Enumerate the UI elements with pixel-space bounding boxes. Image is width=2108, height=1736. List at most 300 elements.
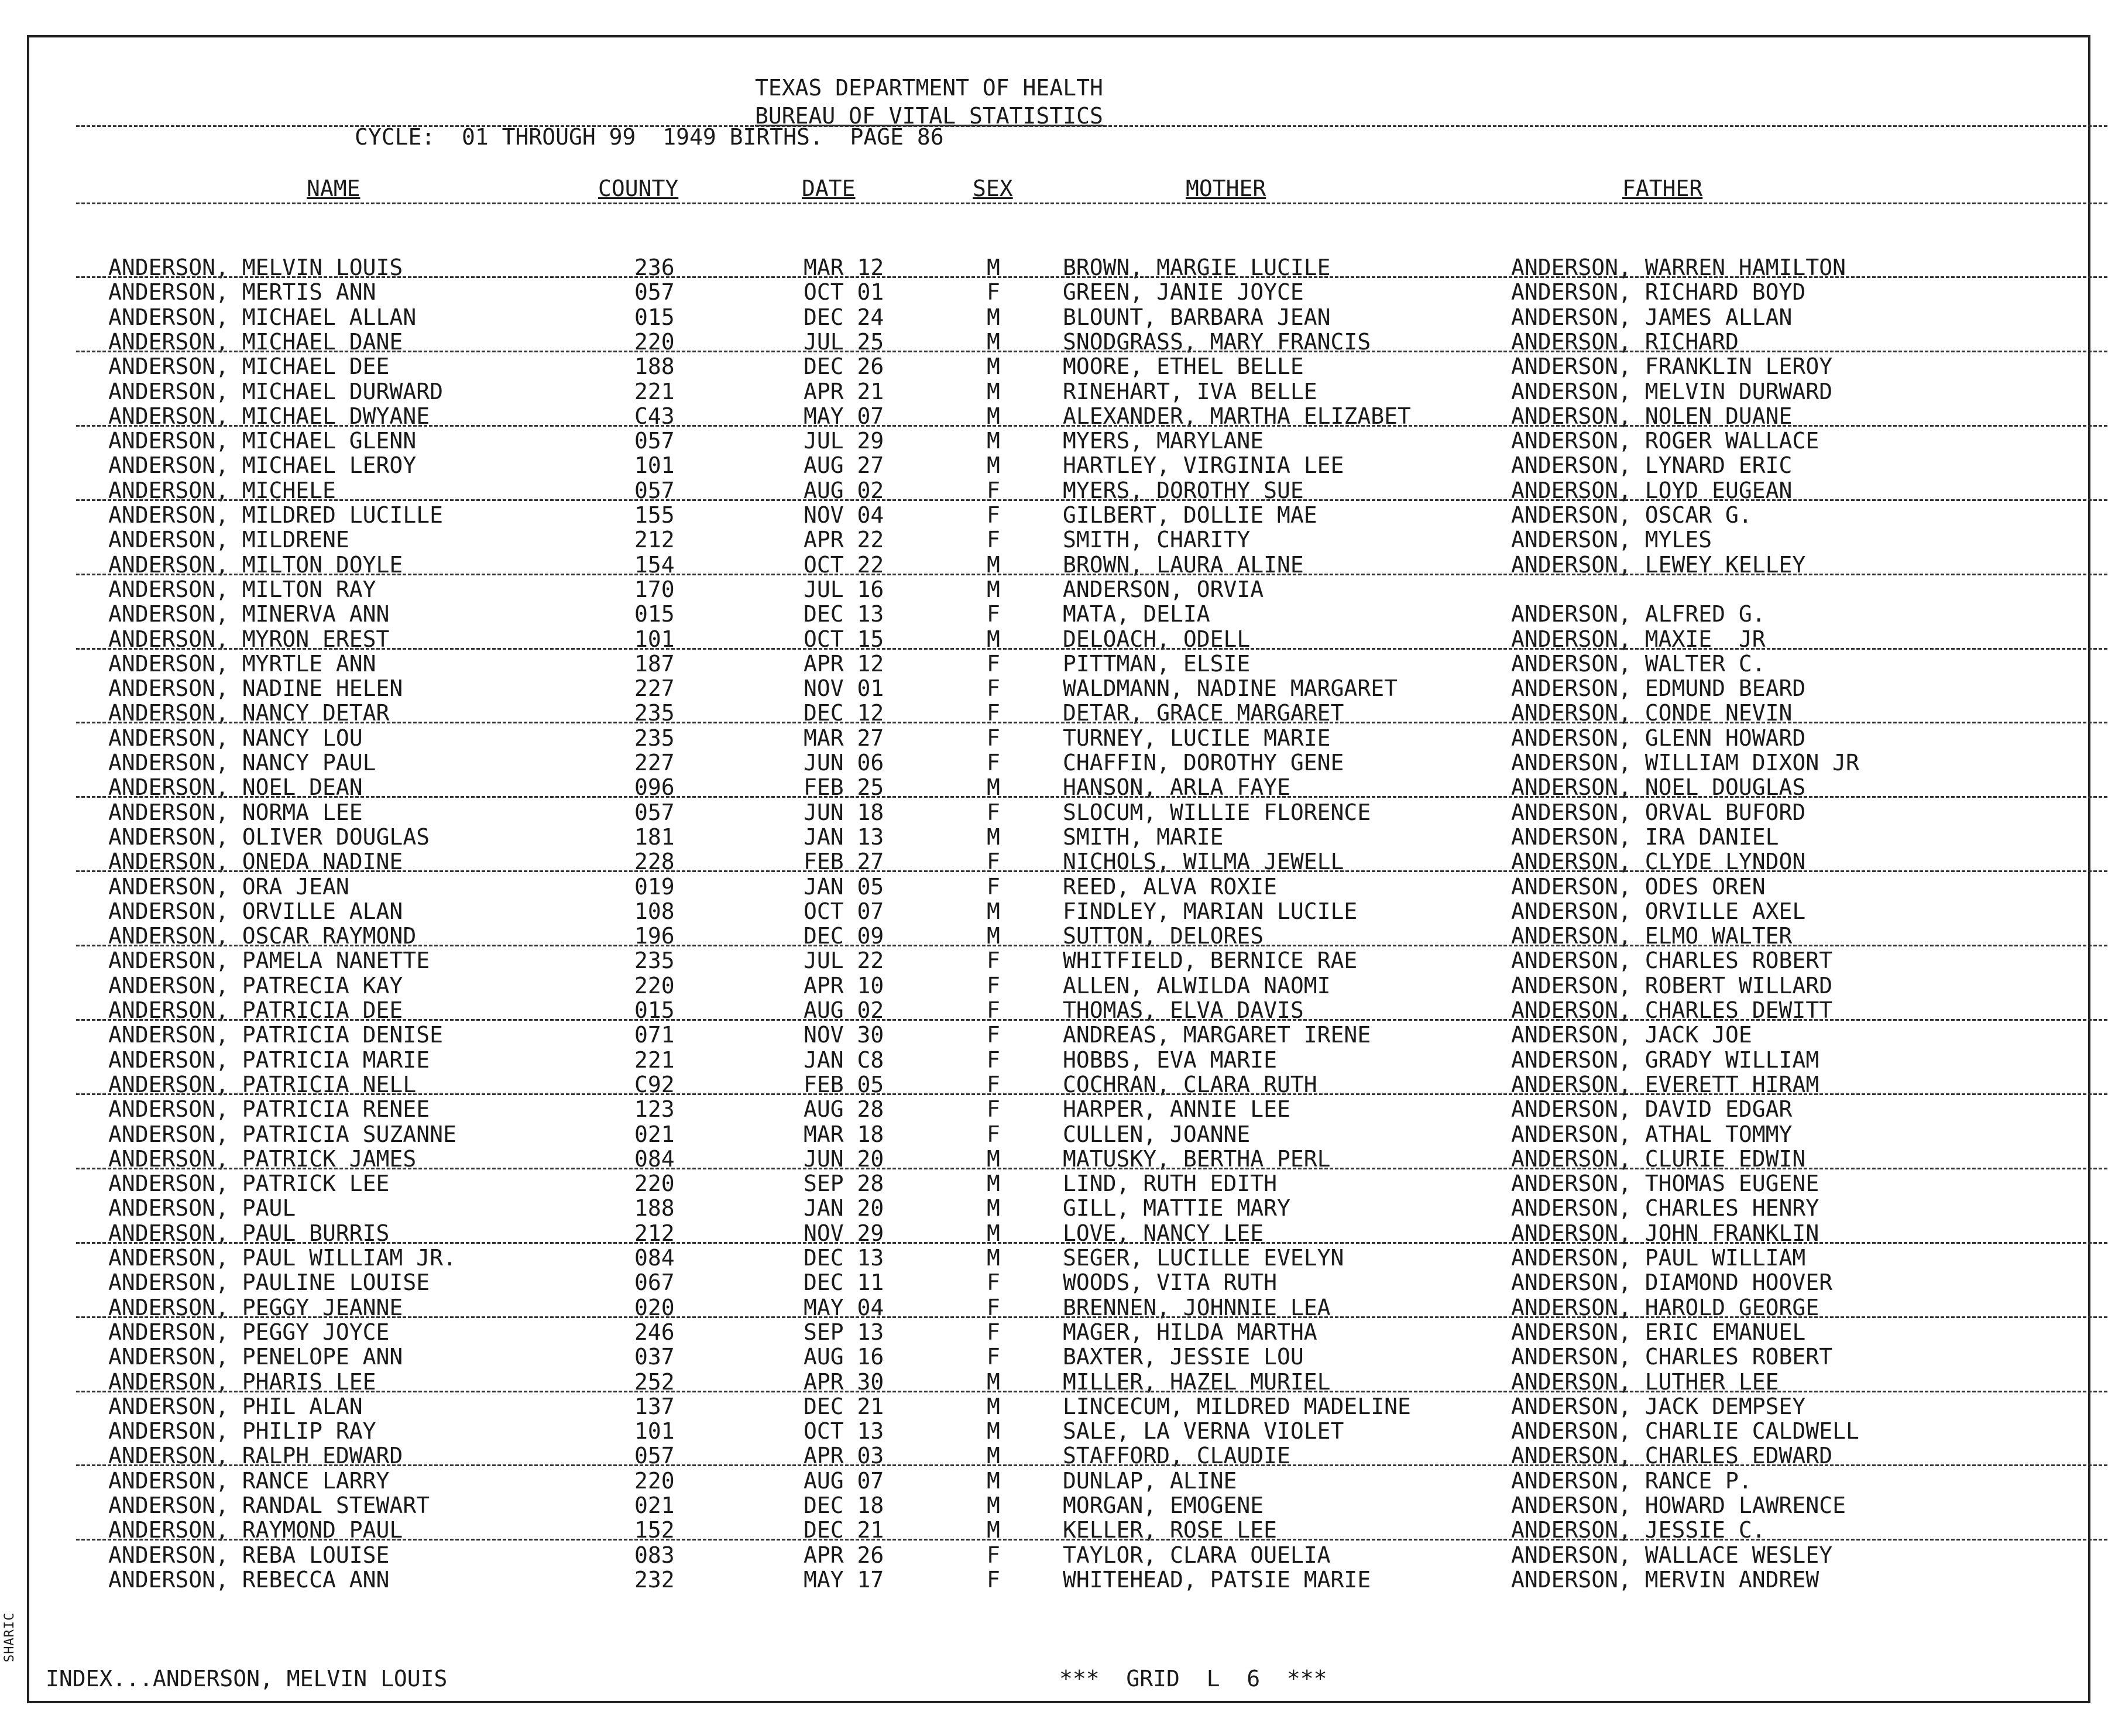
table-row (29, 305, 2093, 330)
table-row (29, 1469, 2093, 1493)
cell-county: 019 (634, 873, 675, 900)
cell-mother: SUTTON, DELORES (1063, 923, 1264, 949)
cell-name: ANDERSON, MICHELE (108, 477, 336, 503)
col-header-mother: MOTHER (1186, 176, 1266, 201)
cell-father: ANDERSON, JAMES ALLAN (1511, 304, 1793, 330)
cell-mother: SLOCUM, WILLIE FLORENCE (1063, 799, 1371, 825)
cell-sex: F (987, 1022, 1000, 1048)
cell-date: AUG 02 (804, 477, 884, 503)
cell-sex: M (987, 328, 1000, 355)
cell-date: APR 26 (804, 1542, 884, 1568)
cell-father: ANDERSON, WALLACE WESLEY (1511, 1542, 1833, 1568)
cell-father: ANDERSON, EVERETT HIRAM (1511, 1071, 1819, 1097)
cell-name: ANDERSON, MICHAEL DEE (108, 354, 390, 380)
cell-county: 187 (634, 650, 675, 677)
row-group-rule (76, 1391, 2108, 1392)
cell-mother: MILLER, HAZEL MURIEL (1063, 1368, 1331, 1395)
cell-date: DEC 11 (804, 1270, 884, 1296)
cell-county: 067 (634, 1270, 675, 1296)
cell-county: 015 (634, 997, 675, 1023)
table-row (29, 379, 2093, 404)
cell-county: 101 (634, 1418, 675, 1445)
table-row (29, 1122, 2093, 1147)
cell-father: ANDERSON, JOHN FRANKLIN (1511, 1220, 1819, 1246)
row-group-rule (76, 1464, 2108, 1466)
cell-father: ANDERSON, ODES OREN (1511, 873, 1766, 900)
cell-mother: SMITH, MARIE (1063, 824, 1224, 850)
cell-name: ANDERSON, MICHAEL DURWARD (108, 378, 443, 404)
cell-sex: M (987, 824, 1000, 850)
cell-date: JAN C8 (804, 1047, 884, 1073)
cell-father: ANDERSON, LUTHER LEE (1511, 1368, 1779, 1395)
cell-county: 232 (634, 1566, 675, 1593)
cell-date: DEC 13 (804, 601, 884, 627)
cell-mother: TURNEY, LUCILE MARIE (1063, 725, 1331, 751)
table-row (29, 1344, 2093, 1369)
cell-mother: BROWN, LAURA ALINE (1063, 551, 1304, 578)
cell-father: ANDERSON, CHARLES ROBERT (1511, 948, 1833, 974)
cell-father: ANDERSON, CHARLES DEWITT (1511, 997, 1833, 1023)
cell-date: JUN 20 (804, 1145, 884, 1172)
table-row (29, 973, 2093, 998)
col-header-date: DATE (802, 176, 856, 201)
cell-name: ANDERSON, PATRICK JAMES (108, 1145, 417, 1172)
cell-father: ANDERSON, ROGER WALLACE (1511, 428, 1819, 454)
cell-father: ANDERSON, DIAMOND HOOVER (1511, 1270, 1833, 1296)
cell-date: APR 10 (804, 972, 884, 999)
cell-date: DEC 26 (804, 354, 884, 380)
cell-name: ANDERSON, PENELOPE ANN (108, 1344, 403, 1370)
cell-name: ANDERSON, MINERVA ANN (108, 601, 390, 627)
cell-county: 155 (634, 502, 675, 528)
cycle-line: CYCLE: 01 THROUGH 99 1949 BIRTHS. PAGE 86 (355, 124, 944, 150)
cell-name: ANDERSON, MICHAEL DWYANE (108, 403, 430, 429)
cell-father: ANDERSON, ALFRED G. (1511, 601, 1766, 627)
cell-sex: F (987, 1096, 1000, 1123)
table-row (29, 651, 2093, 676)
cell-sex: F (987, 1542, 1000, 1568)
cell-sex: F (987, 725, 1000, 751)
cell-mother: BAXTER, JESSIE LOU (1063, 1344, 1304, 1370)
cell-mother: TAYLOR, CLARA OUELIA (1063, 1542, 1331, 1568)
col-header-name: NAME (307, 176, 361, 201)
cell-mother: GILL, MATTIE MARY (1063, 1195, 1290, 1222)
cell-father: ANDERSON, JACK DEMPSEY (1511, 1393, 1806, 1419)
cell-date: MAR 12 (804, 255, 884, 280)
table-row (29, 1048, 2093, 1072)
cell-date: APR 30 (804, 1368, 884, 1395)
cell-name: ANDERSON, NANCY DETAR (108, 700, 390, 726)
cell-county: 221 (634, 378, 675, 404)
table-row (29, 1493, 2093, 1518)
col-header-father: FATHER (1622, 176, 1703, 201)
cell-sex: F (987, 948, 1000, 974)
cell-name: ANDERSON, MICHAEL ALLAN (108, 304, 417, 330)
cell-county: 196 (634, 923, 675, 949)
table-row (29, 1394, 2093, 1419)
cell-sex: F (987, 873, 1000, 900)
cell-mother: CHAFFIN, DOROTHY GENE (1063, 750, 1344, 776)
cell-date: DEC 13 (804, 1245, 884, 1271)
cell-name: ANDERSON, ONEDA NADINE (108, 849, 403, 875)
cell-mother: WALDMANN, NADINE MARGARET (1063, 675, 1398, 702)
cell-sex: F (987, 1294, 1000, 1320)
cell-date: DEC 12 (804, 700, 884, 726)
cell-date: MAY 17 (804, 1566, 884, 1593)
cell-sex: F (987, 675, 1000, 702)
cell-name: ANDERSON, PAUL WILLIAM JR. (108, 1245, 456, 1271)
table-row (29, 1246, 2093, 1270)
cell-sex: M (987, 1467, 1000, 1494)
cell-county: 084 (634, 1245, 675, 1271)
cell-sex: M (987, 354, 1000, 380)
cell-mother: LOVE, NANCY LEE (1063, 1220, 1264, 1246)
cell-county: 212 (634, 1220, 675, 1246)
cell-father: ANDERSON, CHARLES HENRY (1511, 1195, 1819, 1222)
cell-date: JUL 29 (804, 428, 884, 454)
cell-county: C43 (634, 403, 675, 429)
cell-father: ANDERSON, WILLIAM DIXON JR (1511, 750, 1859, 776)
cell-father: ANDERSON, WARREN HAMILTON (1511, 255, 1846, 280)
cell-sex: M (987, 452, 1000, 479)
cell-date: MAY 07 (804, 403, 884, 429)
table-row (29, 825, 2093, 849)
cell-name: ANDERSON, MYRTLE ANN (108, 650, 376, 677)
cell-name: ANDERSON, MICHAEL DANE (108, 328, 403, 355)
cell-date: OCT 15 (804, 626, 884, 652)
cell-mother: WOODS, VITA RUTH (1063, 1270, 1278, 1296)
table-row (29, 899, 2093, 924)
cell-mother: HOBBS, EVA MARIE (1063, 1047, 1278, 1073)
cell-sex: M (987, 774, 1000, 801)
cell-county: 101 (634, 452, 675, 479)
cell-father: ANDERSON, RICHARD BOYD (1511, 279, 1806, 306)
cell-name: ANDERSON, RALPH EDWARD (108, 1443, 403, 1469)
cell-father: ANDERSON, ORVAL BUFORD (1511, 799, 1806, 825)
cell-mother: MYERS, DOROTHY SUE (1063, 477, 1304, 503)
cell-county: 021 (634, 1121, 675, 1147)
row-group-rule (76, 648, 2108, 650)
cell-county: 137 (634, 1393, 675, 1419)
cell-sex: F (987, 1319, 1000, 1345)
cell-county: 235 (634, 725, 675, 751)
cell-sex: F (987, 750, 1000, 776)
cell-date: NOV 30 (804, 1022, 884, 1048)
table-row (29, 503, 2093, 527)
cell-sex: M (987, 403, 1000, 429)
row-group-rule (76, 425, 2108, 427)
row-group-rule (76, 276, 2108, 278)
cell-sex: F (987, 972, 1000, 999)
cell-date: OCT 22 (804, 551, 884, 578)
cell-father: ANDERSON, ATHAL TOMMY (1511, 1121, 1793, 1147)
cell-county: 235 (634, 948, 675, 974)
cell-date: FEB 25 (804, 774, 884, 801)
cell-county: 188 (634, 354, 675, 380)
cell-mother: SALE, LA VERNA VIOLET (1063, 1418, 1344, 1445)
row-group-rule (76, 1242, 2108, 1244)
cell-sex: M (987, 1393, 1000, 1419)
cell-father: ANDERSON, FRANKLIN LEROY (1511, 354, 1833, 380)
cell-father: ANDERSON, RICHARD (1511, 328, 1739, 355)
cell-county: 188 (634, 1195, 675, 1222)
cell-county: 015 (634, 304, 675, 330)
row-group-rule (76, 1019, 2108, 1021)
cell-county: 221 (634, 1047, 675, 1073)
cell-date: OCT 07 (804, 898, 884, 924)
cell-sex: M (987, 1443, 1000, 1469)
cell-sex: F (987, 527, 1000, 553)
cell-father: ANDERSON, ERIC EMANUEL (1511, 1319, 1806, 1345)
cell-name: ANDERSON, PATRICIA DEE (108, 997, 403, 1023)
cell-name: ANDERSON, MILTON RAY (108, 576, 376, 602)
cell-sex: F (987, 650, 1000, 677)
cell-sex: F (987, 279, 1000, 306)
cell-father: ANDERSON, MYLES (1511, 527, 1712, 553)
cell-mother: ANDERSON, ORVIA (1063, 576, 1264, 602)
cell-sex: M (987, 428, 1000, 454)
cell-sex: M (987, 1517, 1000, 1543)
cell-sex: M (987, 576, 1000, 602)
cell-father: ANDERSON, WALTER C. (1511, 650, 1766, 677)
cell-sex: F (987, 1344, 1000, 1370)
cell-sex: M (987, 551, 1000, 578)
cell-county: 071 (634, 1022, 675, 1048)
cell-mother: MORGAN, EMOGENE (1063, 1493, 1264, 1518)
cell-date: APR 22 (804, 527, 884, 553)
cell-father: ANDERSON, LOYD EUGEAN (1511, 477, 1793, 503)
cell-date: NOV 04 (804, 502, 884, 528)
cell-date: APR 03 (804, 1443, 884, 1469)
table-row (29, 726, 2093, 750)
cell-sex: M (987, 923, 1000, 949)
cell-mother: SNODGRASS, MARY FRANCIS (1063, 328, 1371, 355)
cell-county: 057 (634, 279, 675, 306)
cell-father: ANDERSON, JESSIE C. (1511, 1517, 1766, 1543)
cell-mother: COCHRAN, CLARA RUTH (1063, 1071, 1317, 1097)
cell-date: APR 21 (804, 378, 884, 404)
cell-name: ANDERSON, PEGGY JOYCE (108, 1319, 390, 1345)
cell-mother: BRENNEN, JOHNNIE LEA (1063, 1294, 1331, 1320)
cell-mother: DETAR, GRACE MARGARET (1063, 700, 1344, 726)
cell-sex: F (987, 1047, 1000, 1073)
cell-name: ANDERSON, REBA LOUISE (108, 1542, 390, 1568)
cell-sex: F (987, 477, 1000, 503)
cell-county: 083 (634, 1542, 675, 1568)
cell-mother: HARPER, ANNIE LEE (1063, 1096, 1290, 1123)
cell-county: 228 (634, 849, 675, 875)
cell-mother: DELOACH, ODELL (1063, 626, 1251, 652)
cell-father: ANDERSON, HAROLD GEORGE (1511, 1294, 1819, 1320)
table-row (29, 750, 2093, 775)
cell-name: ANDERSON, OSCAR RAYMOND (108, 923, 417, 949)
table-row (29, 453, 2093, 478)
cell-sex: M (987, 1368, 1000, 1395)
cell-date: SEP 13 (804, 1319, 884, 1345)
cell-county: 101 (634, 626, 675, 652)
cell-sex: M (987, 1245, 1000, 1271)
cell-county: 236 (634, 255, 675, 280)
cell-father: ANDERSON, CLYDE LYNDON (1511, 849, 1806, 875)
cell-name: ANDERSON, NANCY LOU (108, 725, 363, 751)
cell-county: 246 (634, 1319, 675, 1345)
cell-name: ANDERSON, MILDRED LUCILLE (108, 502, 443, 528)
cell-name: ANDERSON, OLIVER DOUGLAS (108, 824, 430, 850)
cell-date: DEC 09 (804, 923, 884, 949)
cell-sex: F (987, 1071, 1000, 1097)
cell-sex: F (987, 1270, 1000, 1296)
cell-father: ANDERSON, CLURIE EDWIN (1511, 1145, 1806, 1172)
cell-father: ANDERSON, GLENN HOWARD (1511, 725, 1806, 751)
cell-mother: ALEXANDER, MARTHA ELIZABET (1063, 403, 1411, 429)
cell-date: JUN 18 (804, 799, 884, 825)
cell-county: 227 (634, 675, 675, 702)
cell-sex: M (987, 255, 1000, 280)
cell-father: ANDERSON, MERVIN ANDREW (1511, 1566, 1819, 1593)
side-label: SHARIC (2, 1612, 17, 1662)
cell-father: ANDERSON, GRADY WILLIAM (1511, 1047, 1819, 1073)
table-row (29, 874, 2093, 899)
cell-name: ANDERSON, ORA JEAN (108, 873, 349, 900)
col-header-county: COUNTY (598, 176, 679, 201)
table-row (29, 280, 2093, 304)
cell-mother: RINEHART, IVA BELLE (1063, 378, 1317, 404)
cell-mother: MATA, DELIA (1063, 601, 1210, 627)
cell-name: ANDERSON, REBECCA ANN (108, 1566, 390, 1593)
cell-date: APR 12 (804, 650, 884, 677)
cell-mother: HANSON, ARLA FAYE (1063, 774, 1290, 801)
cell-mother: LIND, RUTH EDITH (1063, 1171, 1278, 1197)
cell-name: ANDERSON, NOEL DEAN (108, 774, 363, 801)
cell-sex: F (987, 601, 1000, 627)
cell-name: ANDERSON, PATRICIA DENISE (108, 1022, 443, 1048)
cell-county: 037 (634, 1344, 675, 1370)
cell-name: ANDERSON, MELVIN LOUIS (108, 255, 403, 280)
cell-name: ANDERSON, PATRICK LEE (108, 1171, 390, 1197)
table-row (29, 1171, 2093, 1196)
cell-county: 152 (634, 1517, 675, 1543)
cell-date: JAN 05 (804, 873, 884, 900)
footer-index: INDEX...ANDERSON, MELVIN LOUIS (46, 1666, 448, 1692)
cell-date: JAN 13 (804, 824, 884, 850)
cell-father: ANDERSON, LYNARD ERIC (1511, 452, 1793, 479)
cell-date: DEC 18 (804, 1493, 884, 1518)
table-row (29, 527, 2093, 552)
cell-father: ANDERSON, CHARLIE CALDWELL (1511, 1418, 1859, 1445)
row-group-rule (76, 351, 2108, 352)
cell-name: ANDERSON, MILDRENE (108, 527, 349, 553)
cell-county: 020 (634, 1294, 675, 1320)
cell-mother: MYERS, MARYLANE (1063, 428, 1264, 454)
cell-county: 220 (634, 1467, 675, 1494)
cell-date: MAR 18 (804, 1121, 884, 1147)
cell-father: ANDERSON, MELVIN DURWARD (1511, 378, 1833, 404)
cell-sex: M (987, 378, 1000, 404)
table-row (29, 428, 2093, 453)
cell-mother: BROWN, MARGIE LUCILE (1063, 255, 1331, 280)
row-group-rule (76, 1316, 2108, 1318)
cell-name: ANDERSON, MICHAEL LEROY (108, 452, 417, 479)
cell-county: 057 (634, 799, 675, 825)
row-group-rule (76, 1093, 2108, 1095)
cell-county: 015 (634, 601, 675, 627)
cell-mother: NICHOLS, WILMA JEWELL (1063, 849, 1344, 875)
cell-date: AUG 02 (804, 997, 884, 1023)
table-row (29, 800, 2093, 825)
cell-sex: F (987, 700, 1000, 726)
cell-father: ANDERSON, EDMUND BEARD (1511, 675, 1806, 702)
table-row (29, 1023, 2093, 1047)
column-header-rule (76, 203, 2108, 204)
cell-date: OCT 13 (804, 1418, 884, 1445)
cell-name: ANDERSON, PAUL BURRIS (108, 1220, 390, 1246)
cell-mother: MOORE, ETHEL BELLE (1063, 354, 1304, 380)
cell-sex: M (987, 626, 1000, 652)
cell-county: 220 (634, 328, 675, 355)
cell-name: ANDERSON, PAMELA NANETTE (108, 948, 430, 974)
cell-name: ANDERSON, MERTIS ANN (108, 279, 376, 306)
table-row (29, 1196, 2093, 1220)
table-row (29, 354, 2093, 379)
cell-name: ANDERSON, RAYMOND PAUL (108, 1517, 403, 1543)
cell-name: ANDERSON, RANCE LARRY (108, 1467, 390, 1494)
cell-date: JUL 22 (804, 948, 884, 974)
cell-date: AUG 28 (804, 1096, 884, 1123)
cell-father: ANDERSON, CHARLES ROBERT (1511, 1344, 1833, 1370)
cell-county: C92 (634, 1071, 675, 1097)
cell-date: DEC 21 (804, 1517, 884, 1543)
cell-date: FEB 27 (804, 849, 884, 875)
table-row (29, 1543, 2093, 1567)
footer-grid: *** GRID L 6 *** (1059, 1666, 1327, 1692)
header-title: TEXAS DEPARTMENT OF HEALTH (755, 75, 1103, 101)
cell-county: 181 (634, 824, 675, 850)
cell-county: 057 (634, 1443, 675, 1469)
cell-sex: F (987, 1566, 1000, 1593)
cell-sex: M (987, 898, 1000, 924)
cell-father: ANDERSON, OSCAR G. (1511, 502, 1752, 528)
table-row (29, 577, 2093, 602)
cell-mother: THOMAS, ELVA DAVIS (1063, 997, 1304, 1023)
table-row (29, 1270, 2093, 1295)
cell-date: MAR 27 (804, 725, 884, 751)
cell-mother: CULLEN, JOANNE (1063, 1121, 1251, 1147)
cell-name: ANDERSON, PEGGY JEANNE (108, 1294, 403, 1320)
cell-date: JUL 16 (804, 576, 884, 602)
cell-name: ANDERSON, NORMA LEE (108, 799, 363, 825)
cell-sex: F (987, 997, 1000, 1023)
cell-name: ANDERSON, PHARIS LEE (108, 1368, 376, 1395)
cell-mother: WHITFIELD, BERNICE RAE (1063, 948, 1358, 974)
row-group-rule (76, 796, 2108, 798)
cell-name: ANDERSON, ORVILLE ALAN (108, 898, 403, 924)
cell-mother: LINCECUM, MILDRED MADELINE (1063, 1393, 1411, 1419)
table-row (29, 1097, 2093, 1121)
cell-father: ANDERSON, HOWARD LAWRENCE (1511, 1493, 1846, 1518)
row-group-rule (76, 1168, 2108, 1169)
cell-sex: M (987, 1220, 1000, 1246)
cell-mother: MATUSKY, BERTHA PERL (1063, 1145, 1331, 1172)
cell-name: ANDERSON, PATRICIA RENEE (108, 1096, 430, 1123)
cell-county: 220 (634, 972, 675, 999)
row-group-rule (76, 945, 2108, 946)
cell-name: ANDERSON, NADINE HELEN (108, 675, 403, 702)
cell-mother: ALLEN, ALWILDA NAOMI (1063, 972, 1331, 999)
cell-sex: M (987, 1195, 1000, 1222)
cell-name: ANDERSON, PATRECIA KAY (108, 972, 403, 999)
cell-county: 057 (634, 428, 675, 454)
cell-mother: WHITEHEAD, PATSIE MARIE (1063, 1566, 1371, 1593)
